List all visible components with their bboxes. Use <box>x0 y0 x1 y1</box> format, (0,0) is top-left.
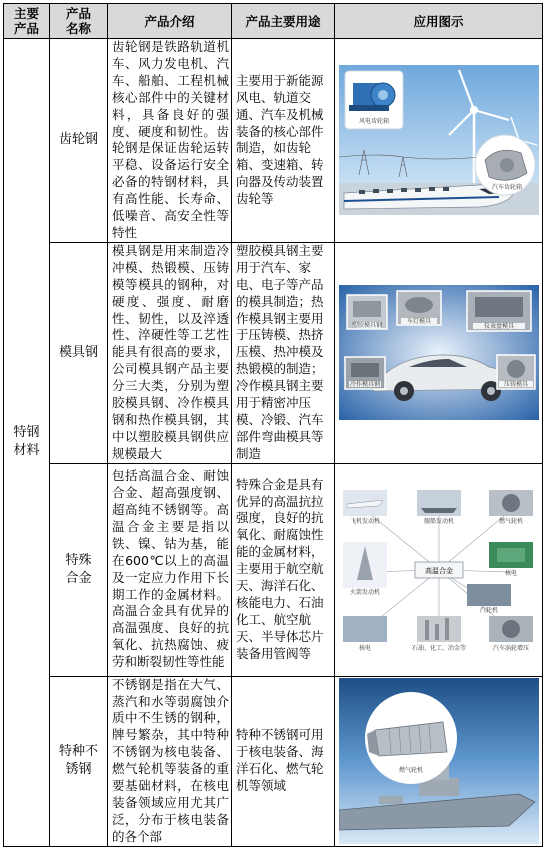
figure-label-auto-gearbox: 汽车齿轮箱 <box>491 184 522 192</box>
table-row <box>4 242 543 463</box>
product-table <box>3 3 543 847</box>
header-product-name: 产品名称 <box>50 4 108 39</box>
main-category-label: 特钢材料 <box>13 425 40 459</box>
product-use: 主要用于新能源风电、轨道交通、汽车及机械装备的核心部件制造，如齿轮箱、变速箱、转向器及传动装置齿轮等 <box>232 39 335 243</box>
die-cast-mold-image <box>497 355 535 389</box>
stainless-steel-illustration <box>339 678 539 844</box>
special-alloy-diagram <box>339 480 539 660</box>
product-intro: 齿轮钢是铁路轨道机车、风力发电机、汽车、船舶、工程机械核心部件中的关键材料，具备良好的强度、硬度和韧性。齿轮钢是保证齿轮运转平稳、设备运行安全必备的特钢材料，具有高性能、长寿命、低噪音、高安全性等特性 <box>108 39 232 243</box>
lamp-mold-image <box>397 291 441 325</box>
dashboard-mold-image <box>467 291 531 331</box>
gear-steel-illustration <box>339 65 539 215</box>
figure-label-aircraft-engine: 飞机发动机 <box>349 517 380 525</box>
table-row <box>4 676 543 846</box>
figure-label-ship-engine: 舰船发动机 <box>423 517 454 525</box>
mold-steel-illustration <box>339 285 539 420</box>
turbocharger-image <box>489 616 533 652</box>
figure-label-steam-turbine: 汽轮机 <box>479 606 498 614</box>
figure-label-turbocharger: 汽车涡轮增压 <box>492 644 529 652</box>
header-product-intro: 产品介绍 <box>108 4 232 39</box>
table-row <box>4 39 543 243</box>
figure-label-petrochemical: 石油、化工、冶金等 <box>411 644 466 652</box>
figure-label-wind-gearbox: 风电齿轮箱 <box>358 118 389 126</box>
header-figure: 应用图示 <box>335 4 543 39</box>
figure-cell <box>335 242 543 463</box>
wind-gearbox-image <box>345 71 403 129</box>
figure-label-die-cast-mold: 压铸模具 <box>503 381 528 389</box>
product-name-text: 特殊合金 <box>65 552 92 586</box>
product-name: 齿轮钢 <box>50 39 108 243</box>
figure-label-lamp-mold: 车灯模具 <box>406 318 431 326</box>
figure-label-gas-turbine: 燃气轮机 <box>498 517 523 525</box>
table-row <box>4 463 543 676</box>
gas-turbine-image <box>365 692 457 784</box>
product-use: 特种不锈钢可用于核电装备、海洋石化、燃气轮机等领域 <box>232 676 335 846</box>
product-use: 特殊合金是具有优异的高温抗拉强度，良好的抗氧化、耐腐蚀性能的金属材料，主要用于航空航天、海洋石化、核能电力、石油化工、航空航天、半导体芯片装备用管阀等 <box>232 463 335 676</box>
product-name-text: 特种不锈钢 <box>58 744 98 778</box>
product-use: 塑胶模具钢主要用于汽车、家电、电子等产品的模具制造；热作模具钢主要用于压铸模、热挤压模、热冲模及热锻模的制造；冷作模具钢主要用于精密冲压模、冷锻、汽车部件弯曲模具等制造 <box>232 242 335 463</box>
petrochemical-image <box>411 616 465 652</box>
figure-cell <box>335 463 543 676</box>
center-label: 高温合金 <box>424 566 453 575</box>
figure-label-rocket-engine: 火箭发动机 <box>349 588 380 596</box>
rocket-engine-image <box>343 542 387 596</box>
auto-gearbox-image <box>475 135 535 195</box>
figure-label-plastic-mold: 塑胶模具钢 <box>351 322 382 330</box>
product-name: 模具钢 <box>50 242 108 463</box>
figure-label-nuclear: 核电 <box>504 569 517 577</box>
figure-cell <box>335 676 543 846</box>
main-category-cell <box>4 39 50 847</box>
figure-cell <box>335 39 543 243</box>
cold-work-mold-image <box>345 357 385 389</box>
figure-label-nuclear-2: 核电 <box>358 644 371 652</box>
product-name <box>50 463 108 676</box>
plastic-mold-image <box>347 295 387 329</box>
header-main-product: 主要产品 <box>4 4 50 39</box>
product-intro: 包括高温合金、耐蚀合金、超高强度钢、超高纯不锈钢等。高温合金主要是指以铁、镍、钴为基，能在600℃以上的高温及一定应力作用下长期工作的金属材料。高温合金具有优异的高温强度、良好的抗氧化、抗热腐蚀、疲劳和断裂韧性等性能 <box>108 463 232 676</box>
product-intro: 不锈钢是指在大气、蒸汽和水等弱腐蚀介质中不生锈的钢种，牌号繁杂，其中特种不锈钢为核电装备、燃气轮机等装备的重要基础材料，在核电装备领域应用尤其广泛，分布于核电装备的各个部 <box>108 676 232 846</box>
product-intro: 模具钢是用来制造冷冲模、热锻模、压铸模等模具的钢种，对硬度、强度、耐磨性、韧性，以及淬透性、淬硬性等工艺性能具有很高的要求，公司模具钢产品主要分三大类，分别为塑胶模具钢、冷作模具钢和热作模具钢，其中以塑胶模具钢供应规模最大 <box>108 242 232 463</box>
table-header-row <box>4 4 543 39</box>
figure-label-gas-turbine-4: 燃气轮机 <box>398 767 423 775</box>
product-name <box>50 676 108 846</box>
figure-label-dashboard-mold: 仪表盘模具 <box>483 323 514 331</box>
figure-label-cold-work-mold: 冷作模具钢 <box>349 381 380 389</box>
header-product-use: 产品主要用途 <box>232 4 335 39</box>
